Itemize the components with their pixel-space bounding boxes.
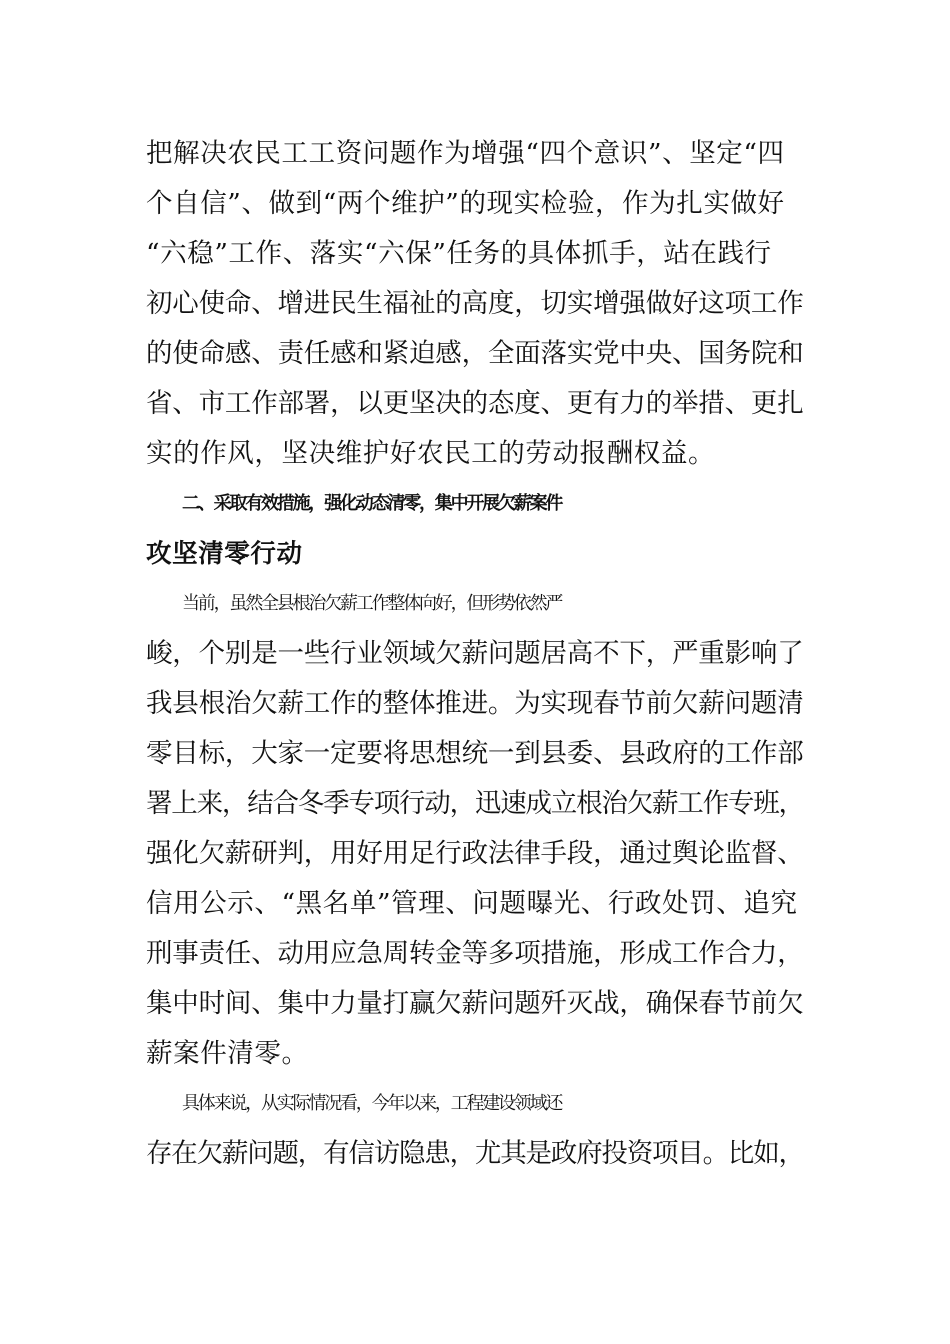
paragraph-2-line-2: 峻，个别是一些行业领域欠薪问题居高不下，严重影响了 xyxy=(146,638,804,669)
paragraph-3-line-1: 具体来说，从实际情况看，今年以来，工程建设领域还 xyxy=(182,1093,562,1114)
section-heading-line-2: 攻坚清零行动 xyxy=(146,539,303,569)
paragraph-1-line-3: “六稳”工作、落实“六保”任务的具体抓手，站在践行 xyxy=(146,238,772,269)
section-heading-line-1: 二、采取有效措施，强化动态清零，集中开展欠薪案件 xyxy=(182,493,562,514)
paragraph-2-line-6: 强化欠薪研判，用好用足行政法律手段，通过舆论监督、 xyxy=(146,838,804,869)
paragraph-2-line-10: 薪案件清零。 xyxy=(146,1038,309,1069)
paragraph-2-line-1: 当前，虽然全县根治欠薪工作整体向好，但形势依然严 xyxy=(182,593,562,614)
paragraph-2-line-7: 信用公示、“黑名单”管理、问题曝光、行政处罚、追究 xyxy=(146,888,798,919)
paragraph-3-line-2: 存在欠薪问题，有信访隐患，尤其是政府投资项目。比如， xyxy=(146,1138,804,1169)
paragraph-1-line-6: 省、市工作部署，以更坚决的态度、更有力的举措、更扎 xyxy=(146,388,804,419)
paragraph-1-line-7: 实的作风，坚决维护好农民工的劳动报酬权益。 xyxy=(146,438,716,469)
paragraph-2-line-5: 署上来，结合冬季专项行动，迅速成立根治欠薪工作专班， xyxy=(146,788,804,819)
paragraph-1-line-5: 的使命感、责任感和紧迫感，全面落实党中央、国务院和 xyxy=(146,338,804,369)
paragraph-2-line-4: 零目标，大家一定要将思想统一到县委、县政府的工作部 xyxy=(146,738,804,769)
paragraph-2-line-3: 我县根治欠薪工作的整体推进。为实现春节前欠薪问题清 xyxy=(146,688,804,719)
paragraph-2-line-8: 刑事责任、动用应急周转金等多项措施，形成工作合力， xyxy=(146,938,804,969)
paragraph-1-line-1: 把解决农民工工资问题作为增强“四个意识”、坚定“四 xyxy=(146,138,785,169)
paragraph-1-line-2: 个自信”、做到“两个维护”的现实检验，作为扎实做好 xyxy=(146,188,785,219)
paragraph-1-line-4: 初心使命、增进民生福祉的高度，切实增强做好这项工作 xyxy=(146,288,804,319)
paragraph-2-line-9: 集中时间、集中力量打赢欠薪问题歼灭战，确保春节前欠 xyxy=(146,988,804,1019)
